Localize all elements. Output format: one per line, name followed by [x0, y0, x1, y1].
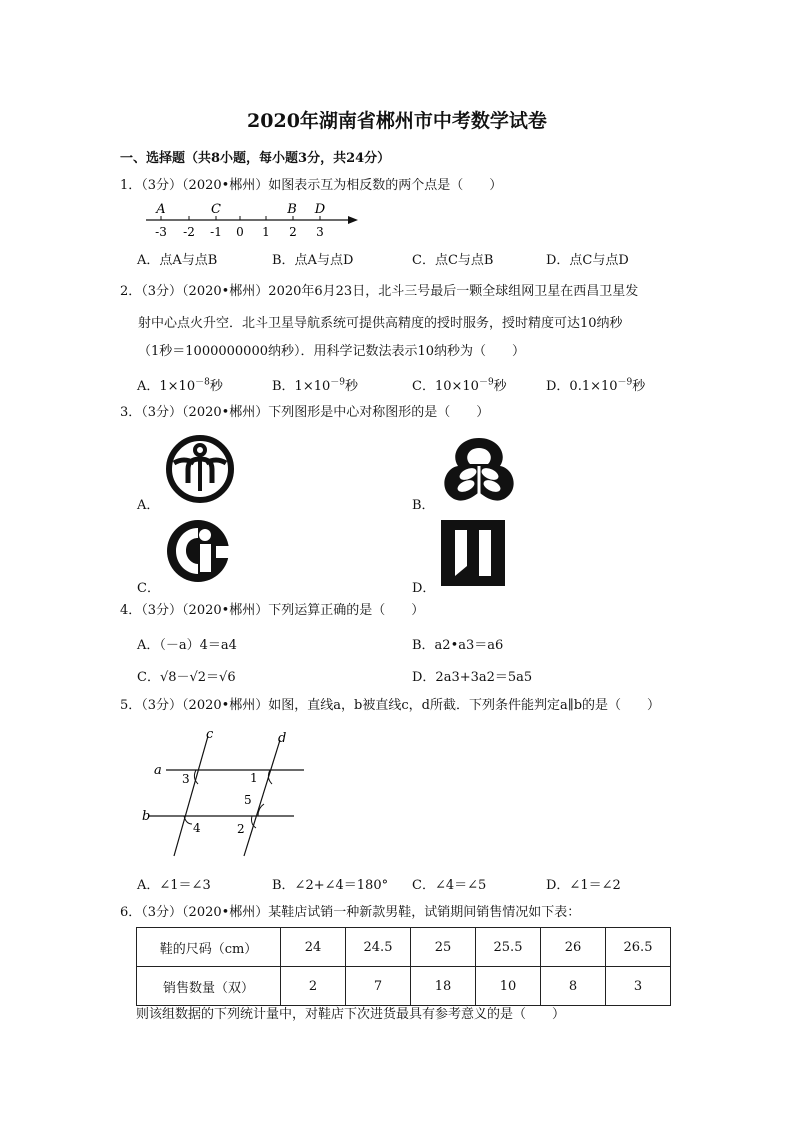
page-title: 2020年湖南省郴州市中考数学试卷: [247, 110, 547, 132]
table-cell: 7: [346, 967, 411, 1006]
table-row: [137, 928, 671, 967]
table-cell: 25: [411, 928, 476, 967]
table-cell: 18: [411, 967, 476, 1006]
q4-option-c: C．√8－√2＝√6: [137, 670, 236, 685]
tick-label: 0: [236, 225, 244, 239]
table-cell: 25.5: [476, 928, 541, 967]
question-4-stem: 4．（3分）（2020•郴州）下列运算正确的是（ ）: [120, 603, 425, 618]
angle-label-4: 4: [193, 821, 201, 835]
point-label-c: C: [211, 202, 221, 217]
angle-label-3: 3: [182, 772, 190, 786]
q4-option-b: B．a2•a3＝a6: [412, 638, 504, 653]
line-label-c: c: [206, 727, 214, 742]
question-1-stem: 1．（3分）（2020•郴州）如图表示互为相反数的两个点是（ ）: [120, 178, 503, 193]
angle-label-5: 5: [244, 793, 252, 807]
question-5-stem: 5．（3分）（2020•郴州）如图，直线a，b被直线c，d所截．下列条件能判定a∥b的是（ ）: [120, 698, 661, 713]
point-label-a: A: [156, 202, 166, 217]
table-row: [137, 967, 671, 1006]
table-cell: 24: [281, 928, 346, 967]
q4-option-d: D．2a3+3a2＝5a5: [412, 670, 533, 685]
question-3-stem: 3．（3分）（2020•郴州）下列图形是中心对称图形的是（ ）: [120, 405, 490, 420]
table-cell: 24.5: [346, 928, 411, 967]
logo-b-icon: [440, 434, 518, 504]
angle-label-1: 1: [250, 771, 258, 785]
table-cell: 26.5: [606, 928, 671, 967]
tick-label: 1: [262, 225, 270, 239]
q3-option-a-label: A．: [137, 498, 160, 513]
tick-label: -1: [210, 225, 222, 239]
q1-option-b: B．点A与点D: [272, 253, 354, 268]
line-label-b: b: [142, 809, 151, 824]
question-2-line-2: 射中心点火升空．北斗卫星导航系统可提供高精度的授时服务，授时精度可达10纳秒: [138, 316, 623, 331]
table-cell: 26: [541, 928, 606, 967]
section-heading: 一、选择题（共8小题，每小题3分，共24分）: [120, 151, 391, 166]
angle-label-2: 2: [237, 822, 245, 836]
q1-option-d: D．点C与点D: [546, 253, 629, 268]
question-2-line-3: （1秒＝1000000000纳秒）．用科学记数法表示10纳秒为（ ）: [138, 344, 526, 359]
line-label-a: a: [154, 763, 162, 778]
tick-label: -3: [155, 225, 167, 239]
q2-option-a: A．$1\times 10^{-8}$秒: [137, 377, 223, 394]
tick-label: -2: [183, 225, 195, 239]
logo-c-icon: [164, 518, 236, 584]
number-line-figure: [140, 200, 370, 242]
shoe-sales-table: [136, 927, 671, 1006]
table-cell: 8: [541, 967, 606, 1006]
table-header-size: 鞋的尺码（cm）: [137, 928, 281, 967]
q3-option-c-label: C．: [137, 581, 160, 596]
q2-option-b: B．$1\times 10^{-9}$秒: [272, 377, 359, 394]
tick-label: 3: [316, 225, 324, 239]
tick-label: 2: [289, 225, 297, 239]
table-cell: 2: [281, 967, 346, 1006]
q5-option-b: B．∠2+∠4＝180°: [272, 878, 389, 893]
q1-option-a: A．点A与点B: [137, 253, 218, 268]
q2-option-c: C．$10\times 10^{-9}$秒: [412, 377, 507, 394]
table-cell: 3: [606, 967, 671, 1006]
q5-option-c: C．∠4＝∠5: [412, 878, 487, 893]
question-6-followup: 则该组数据的下列统计量中，对鞋店下次进货最具有参考意义的是（ ）: [136, 1007, 566, 1022]
q3-option-d-label: D．: [412, 581, 436, 596]
q5-option-a: A．∠1＝∠3: [137, 878, 211, 893]
question-6-stem: 6．（3分）（2020•郴州）某鞋店试销一种新款男鞋，试销期间销售情况如下表：: [120, 905, 581, 920]
logo-a-icon: [164, 433, 236, 505]
point-label-b: B: [287, 202, 297, 217]
q3-option-b-label: B．: [412, 498, 435, 513]
point-label-d: D: [314, 202, 326, 217]
q4-option-a: A．（－a）4＝a4: [137, 638, 237, 653]
q1-option-c: C．点C与点B: [412, 253, 494, 268]
parallel-lines-figure: [140, 722, 320, 862]
q2-option-d: D．$0.1\times 10^{-9}$秒: [546, 377, 646, 394]
logo-d-icon: [441, 520, 505, 586]
q5-option-d: D．∠1＝∠2: [546, 878, 621, 893]
line-label-d: d: [278, 731, 287, 746]
question-2-line-1: 2．（3分）（2020•郴州）2020年6月23日，北斗三号最后一颗全球组网卫星在西昌卫星发: [120, 284, 639, 299]
table-cell: 10: [476, 967, 541, 1006]
table-header-count: 销售数量（双）: [137, 967, 281, 1006]
